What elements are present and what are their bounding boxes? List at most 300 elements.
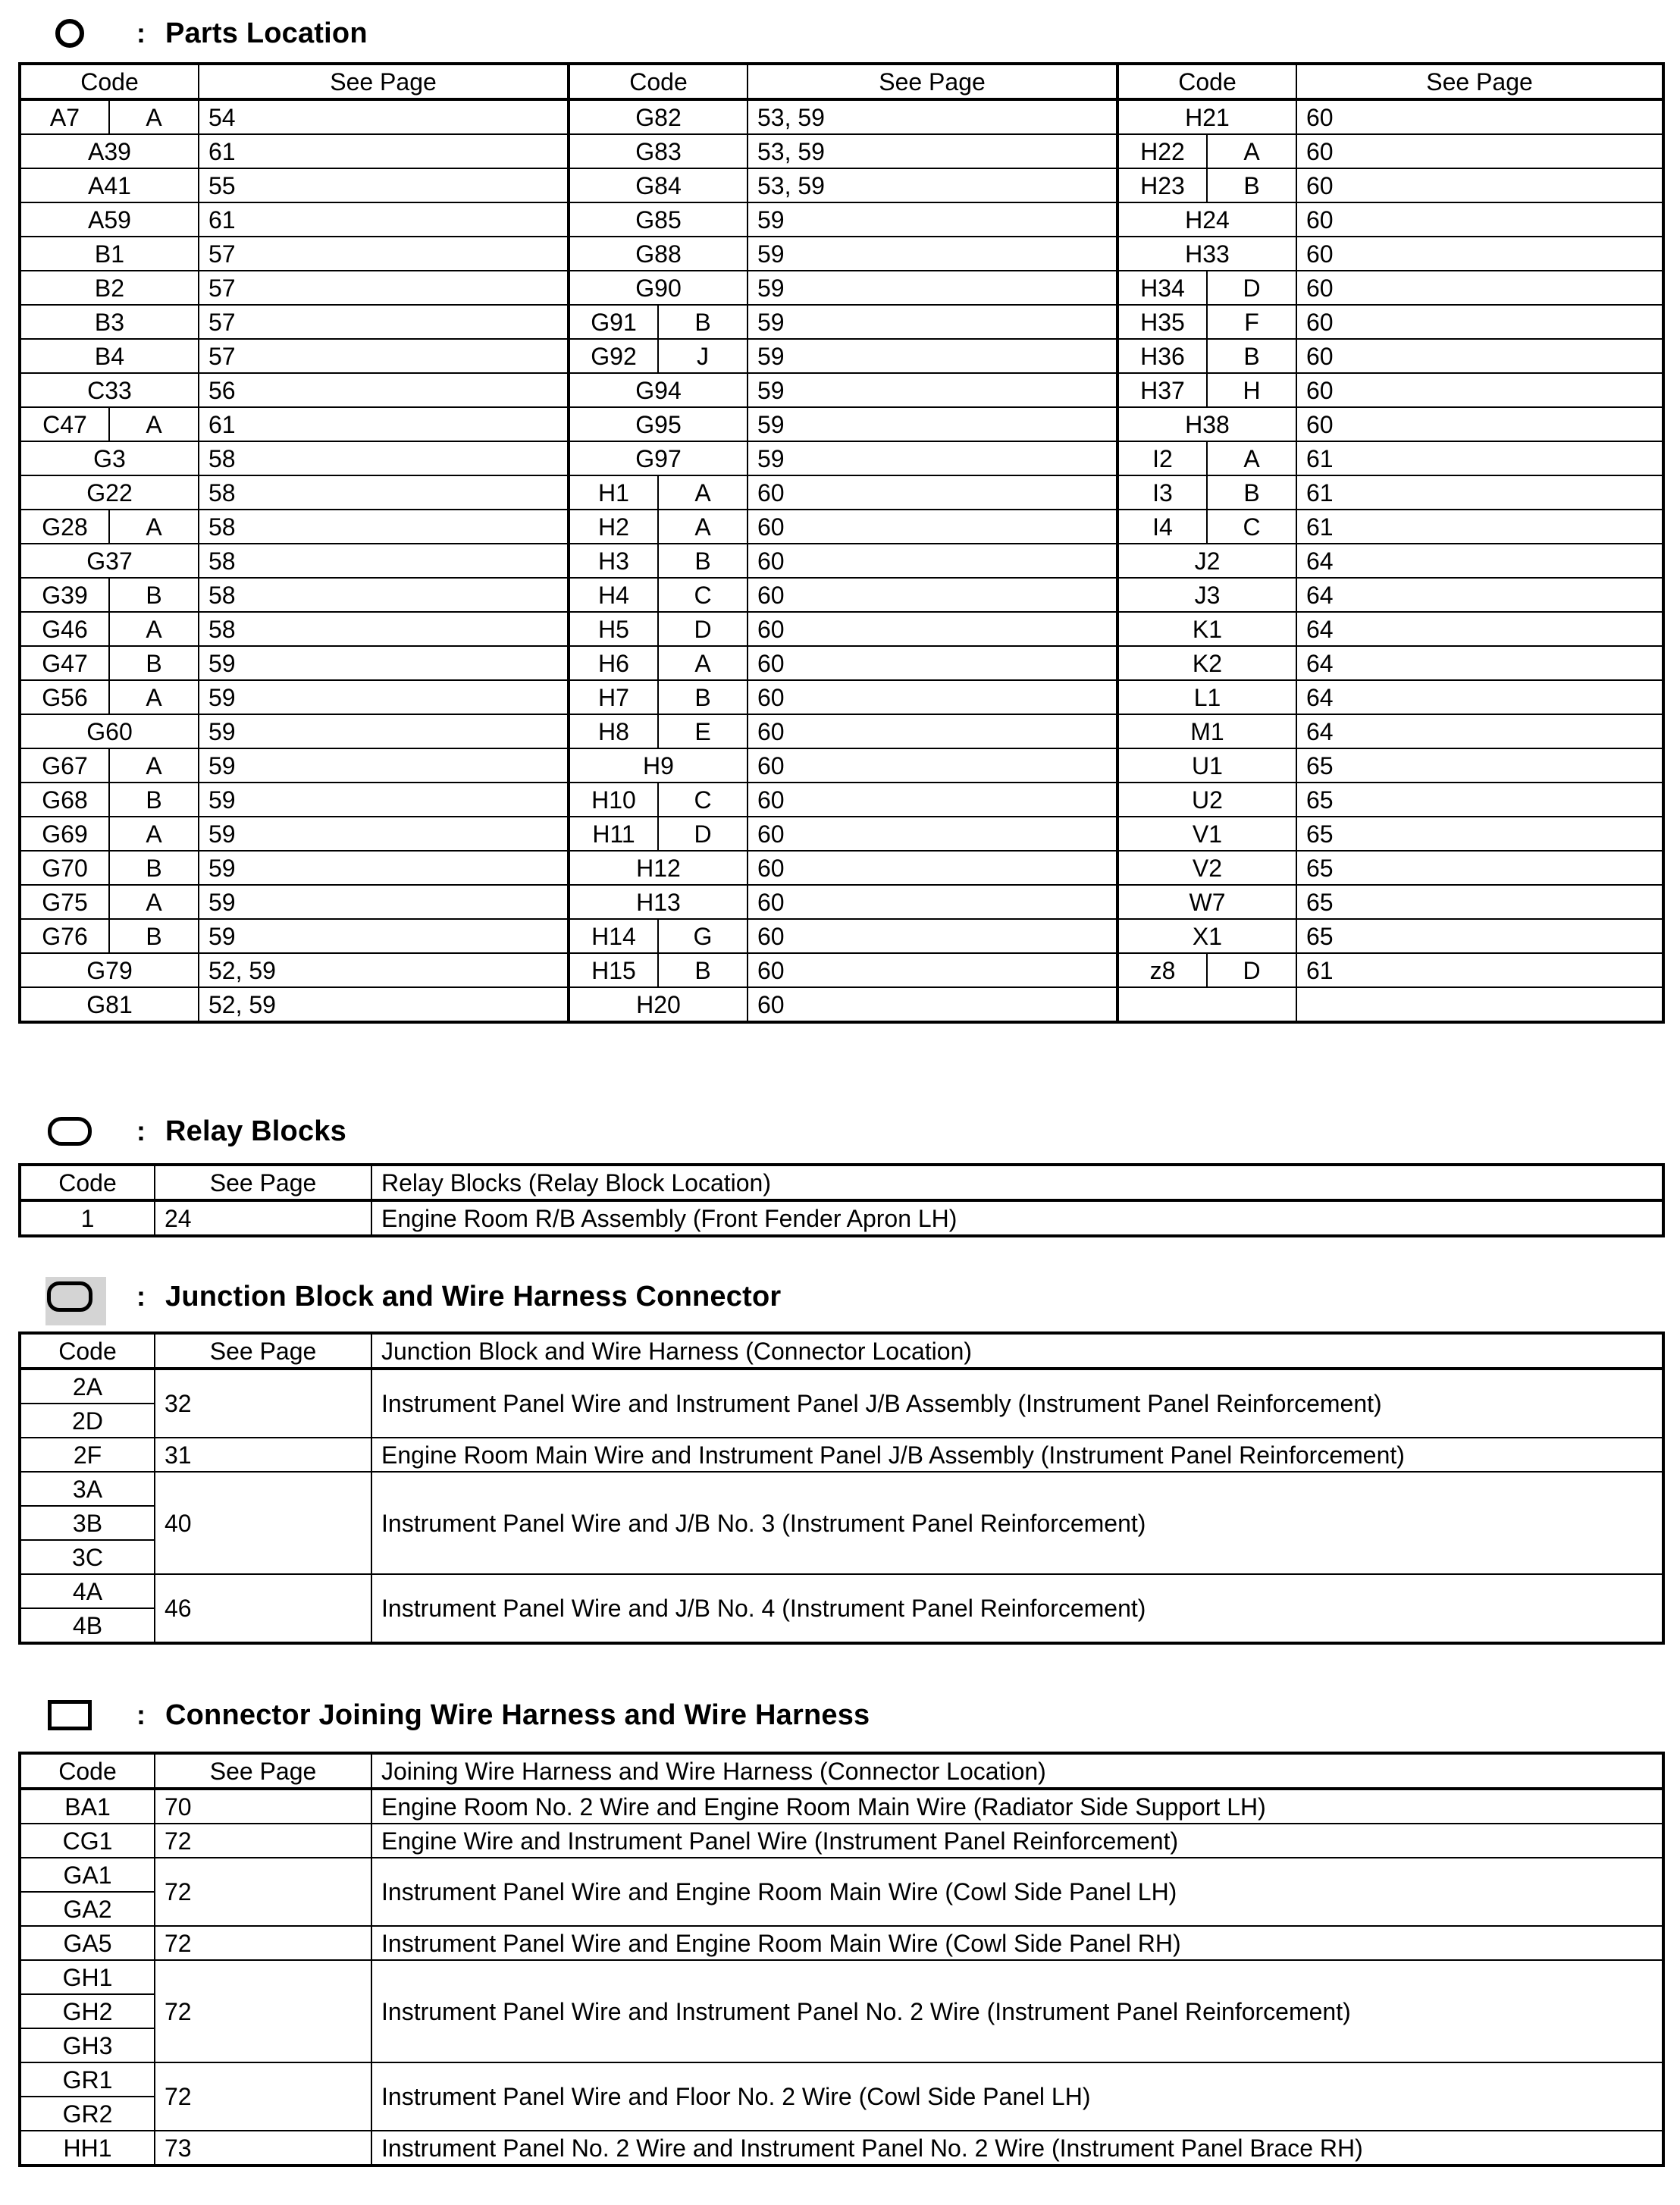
part-code: A59	[20, 202, 199, 237]
part-code: G75	[20, 885, 109, 919]
part-sub-code: A	[109, 407, 199, 441]
part-sub-code: A	[658, 646, 748, 680]
part-code: V2	[1117, 851, 1296, 885]
column-header: Relay Blocks (Relay Block Location)	[371, 1165, 1663, 1200]
part-code: G47	[20, 646, 109, 680]
part-code: B4	[20, 339, 199, 373]
table-row	[20, 2062, 1663, 2097]
parts-location-heading	[45, 11, 368, 56]
part-sub-code: H	[1207, 373, 1296, 407]
part-code: G39	[20, 578, 109, 612]
part-sub-code: A	[109, 817, 199, 851]
part-page: 59	[199, 680, 569, 714]
part-sub-code: D	[1207, 953, 1296, 987]
part-sub-code: D	[658, 612, 748, 646]
table-row	[20, 646, 1663, 680]
part-sub-code: B	[658, 544, 748, 578]
part-code: I2	[1117, 441, 1207, 475]
table-row	[20, 919, 1663, 953]
part-code: G76	[20, 919, 109, 953]
table-row	[20, 168, 1663, 202]
part-sub-code: B	[109, 851, 199, 885]
row-code: 3B	[20, 1506, 155, 1540]
row-code: GR2	[20, 2097, 155, 2131]
table-row	[20, 680, 1663, 714]
part-code: H12	[569, 851, 748, 885]
part-page: 60	[1296, 202, 1663, 237]
part-sub-code: A	[109, 748, 199, 783]
row-description: Instrument Panel Wire and Instrument Panel J/B Assembly (Instrument Panel Reinforcement)	[371, 1369, 1663, 1438]
part-page: 59	[748, 237, 1117, 271]
column-header: Code	[20, 64, 199, 99]
part-page: 58	[199, 510, 569, 544]
row-page: 40	[155, 1472, 371, 1574]
part-page: 58	[199, 475, 569, 510]
part-page: 59	[199, 919, 569, 953]
part-page: 60	[748, 646, 1117, 680]
row-page: 70	[155, 1789, 371, 1824]
part-page: 60	[748, 748, 1117, 783]
part-code: B3	[20, 305, 199, 339]
part-page: 60	[748, 510, 1117, 544]
row-description: Engine Room R/B Assembly (Front Fender Apron LH)	[371, 1200, 1663, 1236]
part-page: 60	[748, 714, 1117, 748]
part-page: 60	[1296, 373, 1663, 407]
part-code: G95	[569, 407, 748, 441]
square-icon	[45, 1695, 94, 1735]
part-page: 64	[1296, 680, 1663, 714]
table-row	[20, 475, 1663, 510]
part-code: G83	[569, 134, 748, 168]
part-sub-code: B	[1207, 339, 1296, 373]
part-code: H33	[1117, 237, 1296, 271]
part-code: G22	[20, 475, 199, 510]
part-code: H36	[1117, 339, 1207, 373]
table-row	[20, 373, 1663, 407]
part-code: H2	[569, 510, 658, 544]
row-description: Instrument Panel Wire and Instrument Panel No. 2 Wire (Instrument Panel Reinforcement)	[371, 1960, 1663, 2062]
part-sub-code: C	[658, 783, 748, 817]
part-page: 59	[199, 748, 569, 783]
part-page: 60	[748, 783, 1117, 817]
part-code: G68	[20, 783, 109, 817]
part-code: H35	[1117, 305, 1207, 339]
part-page: 57	[199, 271, 569, 305]
part-sub-code: B	[109, 646, 199, 680]
part-sub-code: A	[109, 680, 199, 714]
part-page: 60	[1296, 237, 1663, 271]
part-code: H20	[569, 987, 748, 1022]
part-page: 59	[748, 441, 1117, 475]
column-header: See Page	[748, 64, 1117, 99]
part-code: H5	[569, 612, 658, 646]
part-page: 57	[199, 305, 569, 339]
table-row	[20, 407, 1663, 441]
part-code: G70	[20, 851, 109, 885]
row-description: Instrument Panel Wire and J/B No. 4 (Instrument Panel Reinforcement)	[371, 1574, 1663, 1643]
connector-joining-heading	[45, 1692, 870, 1738]
part-code: H37	[1117, 373, 1207, 407]
part-sub-code: B	[1207, 475, 1296, 510]
column-header: Junction Block and Wire Harness (Connector Location)	[371, 1333, 1663, 1369]
part-page: 60	[748, 680, 1117, 714]
table-row	[20, 271, 1663, 305]
table-row	[20, 510, 1663, 544]
part-page: 60	[1296, 271, 1663, 305]
row-description: Instrument Panel No. 2 Wire and Instrument Panel No. 2 Wire (Instrument Panel Brace RH)	[371, 2131, 1663, 2166]
row-code: 1	[20, 1200, 155, 1236]
part-code: z8	[1117, 953, 1207, 987]
row-code: 3A	[20, 1472, 155, 1506]
heading-colon: :	[136, 1281, 146, 1312]
part-code: H8	[569, 714, 658, 748]
heading-colon: :	[136, 1699, 146, 1730]
part-page: 60	[748, 987, 1117, 1022]
part-code: C47	[20, 407, 109, 441]
part-page: 53, 59	[748, 99, 1117, 134]
part-page: 60	[1296, 305, 1663, 339]
row-page: 72	[155, 1858, 371, 1926]
part-code: H11	[569, 817, 658, 851]
row-code: GH1	[20, 1960, 155, 1994]
part-code: L1	[1117, 680, 1296, 714]
part-page: 64	[1296, 714, 1663, 748]
part-code: I4	[1117, 510, 1207, 544]
part-page: 65	[1296, 748, 1663, 783]
row-description: Instrument Panel Wire and Engine Room Main Wire (Cowl Side Panel LH)	[371, 1858, 1663, 1926]
part-page: 52, 59	[199, 953, 569, 987]
row-page: 72	[155, 1926, 371, 1960]
heading-colon: :	[136, 17, 146, 49]
row-page: 72	[155, 2062, 371, 2131]
row-description: Instrument Panel Wire and J/B No. 3 (Instrument Panel Reinforcement)	[371, 1472, 1663, 1574]
part-page: 60	[748, 578, 1117, 612]
part-sub-code: A	[658, 510, 748, 544]
rounded-rect-icon	[45, 1112, 94, 1151]
part-page: 60	[748, 612, 1117, 646]
part-code: H21	[1117, 99, 1296, 134]
part-code: G79	[20, 953, 199, 987]
row-page: 31	[155, 1438, 371, 1472]
part-page: 58	[199, 441, 569, 475]
part-code: G81	[20, 987, 199, 1022]
part-code: G28	[20, 510, 109, 544]
column-header: See Page	[1296, 64, 1663, 99]
part-sub-code: J	[658, 339, 748, 373]
part-page: 60	[1296, 168, 1663, 202]
part-sub-code: A	[109, 510, 199, 544]
part-page: 60	[748, 953, 1117, 987]
part-code: K1	[1117, 612, 1296, 646]
part-page: 58	[199, 544, 569, 578]
table-row	[20, 817, 1663, 851]
column-header: Joining Wire Harness and Wire Harness (Connector Location)	[371, 1753, 1663, 1789]
table-row	[20, 1926, 1663, 1960]
part-code: G3	[20, 441, 199, 475]
part-page: 52, 59	[199, 987, 569, 1022]
row-page: 72	[155, 1824, 371, 1858]
part-page: 53, 59	[748, 168, 1117, 202]
column-header: Code	[569, 64, 748, 99]
part-page: 61	[1296, 475, 1663, 510]
table-row	[20, 2131, 1663, 2166]
row-code: HH1	[20, 2131, 155, 2166]
part-code: B2	[20, 271, 199, 305]
part-page: 65	[1296, 885, 1663, 919]
part-page: 61	[1296, 953, 1663, 987]
part-code: G88	[569, 237, 748, 271]
section-title: Relay Blocks	[165, 1115, 346, 1147]
part-code: H15	[569, 953, 658, 987]
part-code: H1	[569, 475, 658, 510]
relay-blocks-heading	[45, 1109, 346, 1154]
part-sub-code: B	[658, 680, 748, 714]
part-page: 60	[1296, 99, 1663, 134]
table-row	[20, 714, 1663, 748]
part-code: G90	[569, 271, 748, 305]
part-code: H10	[569, 783, 658, 817]
part-sub-code: A	[1207, 134, 1296, 168]
part-code: A7	[20, 99, 109, 134]
part-sub-code: D	[1207, 271, 1296, 305]
part-sub-code: B	[658, 953, 748, 987]
row-code: GH2	[20, 1994, 155, 2028]
part-page: 60	[748, 851, 1117, 885]
table-row	[20, 612, 1663, 646]
part-sub-code: A	[109, 99, 199, 134]
part-code: G46	[20, 612, 109, 646]
part-code: H9	[569, 748, 748, 783]
part-code: G84	[569, 168, 748, 202]
part-code: G67	[20, 748, 109, 783]
part-code: M1	[1117, 714, 1296, 748]
row-code: 2F	[20, 1438, 155, 1472]
part-page: 59	[748, 407, 1117, 441]
part-page: 61	[199, 202, 569, 237]
row-code: BA1	[20, 1789, 155, 1824]
part-sub-code: A	[658, 475, 748, 510]
row-code: GA2	[20, 1892, 155, 1926]
part-code: W7	[1117, 885, 1296, 919]
part-sub-code: E	[658, 714, 748, 748]
row-code: GH3	[20, 2028, 155, 2062]
table-row	[20, 544, 1663, 578]
part-code: I3	[1117, 475, 1207, 510]
table-header-row	[20, 64, 1663, 99]
part-page: 59	[748, 271, 1117, 305]
part-code: G69	[20, 817, 109, 851]
part-code: H22	[1117, 134, 1207, 168]
part-page: 64	[1296, 544, 1663, 578]
table-row	[20, 441, 1663, 475]
table-row	[20, 305, 1663, 339]
part-sub-code: C	[1207, 510, 1296, 544]
part-code: H4	[569, 578, 658, 612]
row-code: GR1	[20, 2062, 155, 2097]
part-page: 53, 59	[748, 134, 1117, 168]
junction-block-table	[18, 1331, 1665, 1645]
part-code: U2	[1117, 783, 1296, 817]
row-description: Engine Room Main Wire and Instrument Panel J/B Assembly (Instrument Panel Reinforcement)	[371, 1438, 1663, 1472]
part-sub-code: B	[109, 919, 199, 953]
table-row	[20, 1369, 1663, 1404]
part-page: 59	[199, 714, 569, 748]
part-code: G91	[569, 305, 658, 339]
part-code: H14	[569, 919, 658, 953]
table-row	[20, 1472, 1663, 1506]
row-page: 32	[155, 1369, 371, 1438]
part-sub-code: B	[658, 305, 748, 339]
part-code: G94	[569, 373, 748, 407]
table-row	[20, 99, 1663, 134]
part-page: 60	[748, 817, 1117, 851]
table-row	[20, 578, 1663, 612]
part-sub-code: D	[658, 817, 748, 851]
column-header: See Page	[155, 1333, 371, 1369]
part-page: 65	[1296, 919, 1663, 953]
column-header: See Page	[155, 1753, 371, 1789]
row-code: 4B	[20, 1608, 155, 1643]
part-code: G82	[569, 99, 748, 134]
part-sub-code: A	[1207, 441, 1296, 475]
part-page: 59	[199, 817, 569, 851]
table-row	[20, 1858, 1663, 1892]
part-page: 60	[748, 475, 1117, 510]
table-row	[20, 748, 1663, 783]
part-sub-code: B	[109, 578, 199, 612]
part-page: 60	[1296, 339, 1663, 373]
part-code: H6	[569, 646, 658, 680]
part-code: V1	[1117, 817, 1296, 851]
row-page: 73	[155, 2131, 371, 2166]
row-description: Engine Wire and Instrument Panel Wire (Instrument Panel Reinforcement)	[371, 1824, 1663, 1858]
column-header: Code	[20, 1165, 155, 1200]
section-title: Parts Location	[165, 17, 368, 49]
part-page: 64	[1296, 646, 1663, 680]
part-page: 59	[199, 885, 569, 919]
part-page: 59	[748, 202, 1117, 237]
table-row	[20, 851, 1663, 885]
part-code: J3	[1117, 578, 1296, 612]
part-code: H34	[1117, 271, 1207, 305]
relay-blocks-table	[18, 1163, 1665, 1237]
part-page	[1296, 987, 1663, 1022]
part-code: G56	[20, 680, 109, 714]
part-page: 65	[1296, 817, 1663, 851]
part-code: X1	[1117, 919, 1296, 953]
part-page: 64	[1296, 578, 1663, 612]
part-sub-code: A	[109, 885, 199, 919]
part-page: 57	[199, 339, 569, 373]
table-header-row	[20, 1753, 1663, 1789]
parts-location-table	[18, 62, 1665, 1024]
row-code: 3C	[20, 1540, 155, 1574]
section-title: Connector Joining Wire Harness and Wire Harness	[165, 1698, 870, 1731]
row-description: Instrument Panel Wire and Engine Room Main Wire (Cowl Side Panel RH)	[371, 1926, 1663, 1960]
table-row	[20, 1789, 1663, 1824]
column-header: See Page	[155, 1165, 371, 1200]
part-code: H23	[1117, 168, 1207, 202]
part-page: 59	[199, 783, 569, 817]
part-code: C33	[20, 373, 199, 407]
part-page: 59	[748, 305, 1117, 339]
part-page: 58	[199, 578, 569, 612]
row-page: 72	[155, 1960, 371, 2062]
part-code	[1117, 987, 1296, 1022]
part-code: G60	[20, 714, 199, 748]
table-row	[20, 202, 1663, 237]
row-code: CG1	[20, 1824, 155, 1858]
table-row	[20, 1574, 1663, 1608]
part-sub-code: F	[1207, 305, 1296, 339]
column-header: Code	[20, 1753, 155, 1789]
table-row	[20, 1960, 1663, 1994]
shaded-rounded-rect-icon	[45, 1277, 94, 1316]
part-code: H3	[569, 544, 658, 578]
part-sub-code: B	[109, 783, 199, 817]
part-code: U1	[1117, 748, 1296, 783]
part-page: 59	[748, 373, 1117, 407]
table-row	[20, 134, 1663, 168]
table-row	[20, 783, 1663, 817]
part-code: K2	[1117, 646, 1296, 680]
row-description: Engine Room No. 2 Wire and Engine Room Main Wire (Radiator Side Support LH)	[371, 1789, 1663, 1824]
table-header-row	[20, 1333, 1663, 1369]
column-header: See Page	[199, 64, 569, 99]
part-code: H13	[569, 885, 748, 919]
table-row	[20, 339, 1663, 373]
part-page: 60	[1296, 407, 1663, 441]
table-row	[20, 237, 1663, 271]
row-description: Instrument Panel Wire and Floor No. 2 Wire (Cowl Side Panel LH)	[371, 2062, 1663, 2131]
row-page: 46	[155, 1574, 371, 1643]
part-page: 61	[1296, 441, 1663, 475]
part-page: 60	[1296, 134, 1663, 168]
part-page: 58	[199, 612, 569, 646]
section-title: Junction Block and Wire Harness Connector	[165, 1280, 782, 1313]
table-header-row	[20, 1165, 1663, 1200]
row-code: GA1	[20, 1858, 155, 1892]
row-code: GA5	[20, 1926, 155, 1960]
part-page: 64	[1296, 612, 1663, 646]
table-row	[20, 885, 1663, 919]
table-row	[20, 1438, 1663, 1472]
part-code: G85	[569, 202, 748, 237]
part-code: H7	[569, 680, 658, 714]
part-page: 65	[1296, 851, 1663, 885]
column-header: Code	[1117, 64, 1296, 99]
row-code: 2A	[20, 1369, 155, 1404]
part-page: 61	[1296, 510, 1663, 544]
part-page: 59	[199, 851, 569, 885]
heading-colon: :	[136, 1115, 146, 1146]
part-page: 54	[199, 99, 569, 134]
part-sub-code: G	[658, 919, 748, 953]
table-row	[20, 1200, 1663, 1236]
part-code: J2	[1117, 544, 1296, 578]
part-code: A39	[20, 134, 199, 168]
part-page: 59	[748, 339, 1117, 373]
part-page: 65	[1296, 783, 1663, 817]
part-page: 61	[199, 134, 569, 168]
part-page: 59	[199, 646, 569, 680]
part-sub-code: B	[1207, 168, 1296, 202]
part-code: G92	[569, 339, 658, 373]
part-page: 61	[199, 407, 569, 441]
connector-joining-table	[18, 1752, 1665, 2167]
table-row	[20, 953, 1663, 987]
table-row	[20, 1824, 1663, 1858]
